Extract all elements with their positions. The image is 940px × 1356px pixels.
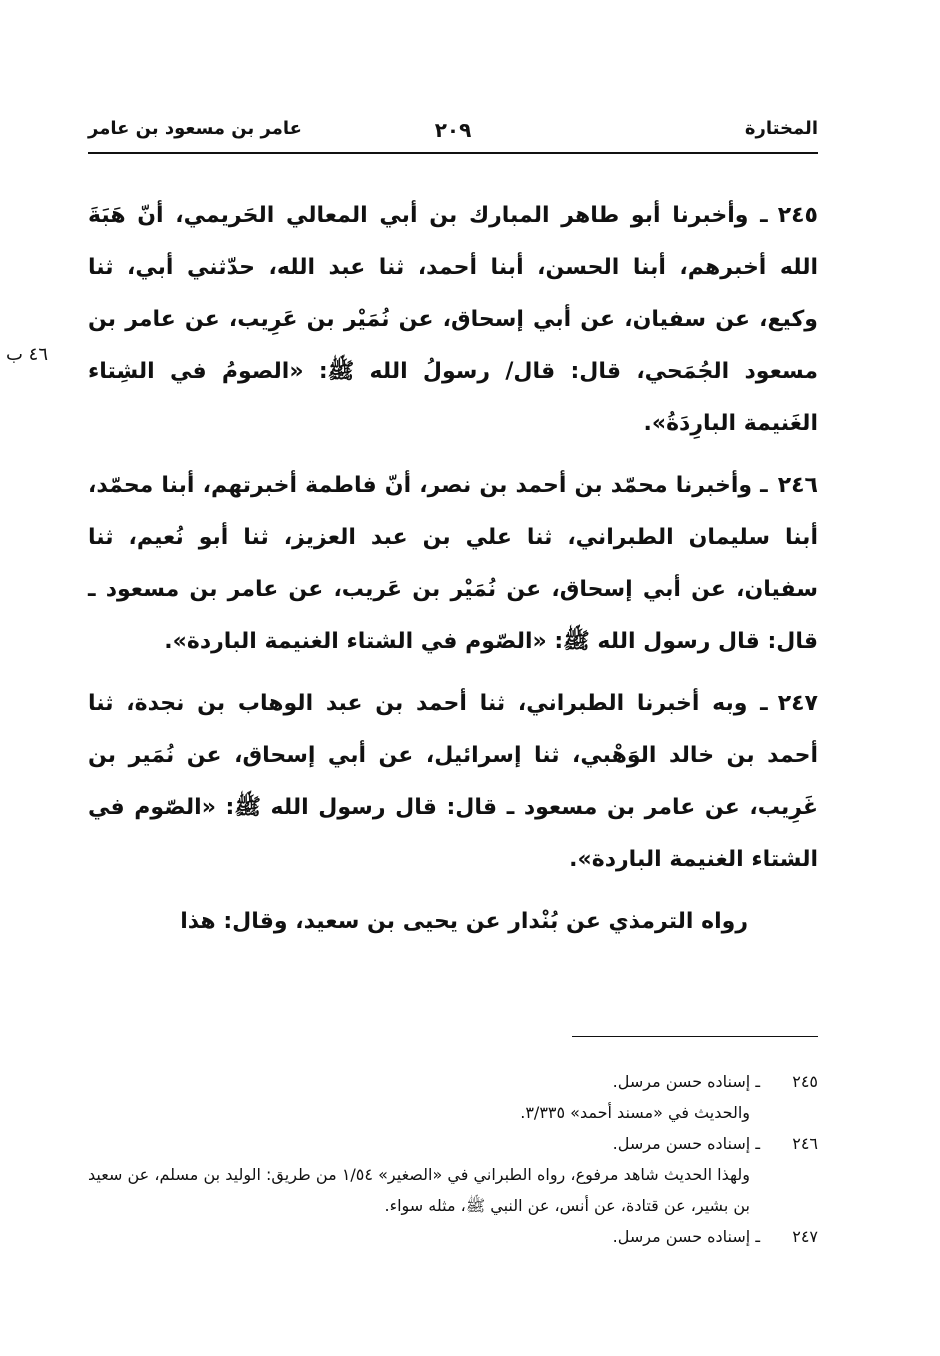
manuscript-folio-note: ٤٦ ب <box>6 344 49 365</box>
footnote-text: ـ إسناده حسن مرسل. <box>612 1072 760 1091</box>
footnote-rule <box>572 1036 818 1037</box>
footnote-text: ـ إسناده حسن مرسل. <box>612 1134 760 1153</box>
footnote-number: ٢٤٦ <box>792 1134 818 1153</box>
hadith-number: ٢٤٧ <box>777 691 818 716</box>
footnotes <box>88 1066 818 1252</box>
footnote-number: ٢٤٧ <box>792 1227 818 1246</box>
hadith-text: ـ وأخبرنا أبو طاهر المبارك بن أبي المعالي الحَريمي، أنّ هَبَةَ الله أخبرهم، أبنا الحسن، أبنا أحمد، ثنا عبد الله، حدّثني أبي، ثنا وكيع، عن سفيان، عن أبي إسحاق، عن نُمَيْر بن عَرِيب، عن عامر بن مسعود الجُمَحي، قال: قال/ رسولُ الله ﷺ: «الصومُ في الشِتاء الغَنيمة البارِدَةُ». <box>88 203 818 436</box>
footnote-line <box>88 1221 818 1252</box>
footnote-line <box>88 1128 818 1159</box>
main-text <box>88 190 818 958</box>
page-number: ٢٠٩ <box>434 118 472 142</box>
footnote-line: والحديث في «مسند أحمد» ٣/٣٣٥. <box>520 1103 750 1122</box>
header-rule <box>88 152 818 154</box>
book-title: المختارة <box>744 118 818 139</box>
footnote-number: ٢٤٥ <box>792 1072 818 1091</box>
footnote-line <box>88 1066 818 1097</box>
hadith-text: ـ وأخبرنا محمّد بن أحمد بن نصر، أنّ فاطمة أخبرتهم، أبنا محمّد، أبنا سليمان الطبراني، ثنا علي بن عبد العزيز، ثنا أبو نُعيم، ثنا سفيان، عن أبي إسحاق، عن نُمَيْر بن عَريب، عن عامر بن مسعود ـ قال: قال رسول الله ﷺ: «الصّوم في الشتاء الغنيمة الباردة». <box>88 473 818 654</box>
hadith-text: ـ وبه أخبرنا الطبراني، ثنا أحمد بن عبد الوهاب بن نجدة، ثنا أحمد بن خالد الوَهْبي، ثنا إسرائيل، عن أبي إسحاق، عن نُمَير بن غَرِيب، عن عامر بن مسعود ـ قال: قال رسول الله ﷺ: «الصّوم في الشتاء الغنيمة الباردة». <box>88 691 818 872</box>
footnote-line: ولهذا الحديث شاهد مرفوع، رواه الطبراني في «الصغير» ١/٥٤ من طريق: الوليد بن مسلم، عن سعيد بن بشير، عن قتادة، عن أنس، عن النبي ﷺ، مثله سواء. <box>88 1165 751 1215</box>
hadith-paragraph <box>88 678 818 886</box>
running-header <box>88 118 818 152</box>
hadith-number: ٢٤٥ <box>777 203 818 228</box>
hadith-paragraph <box>88 190 818 450</box>
hadith-number: ٢٤٦ <box>777 473 818 498</box>
closing-line: رواه الترمذي عن بُنْدار عن يحيى بن سعيد، وقال: هذا <box>180 909 748 934</box>
section-title: عامر بن مسعود بن عامر <box>88 118 302 139</box>
hadith-paragraph <box>88 460 818 668</box>
footnote-text: ـ إسناده حسن مرسل. <box>612 1227 760 1246</box>
